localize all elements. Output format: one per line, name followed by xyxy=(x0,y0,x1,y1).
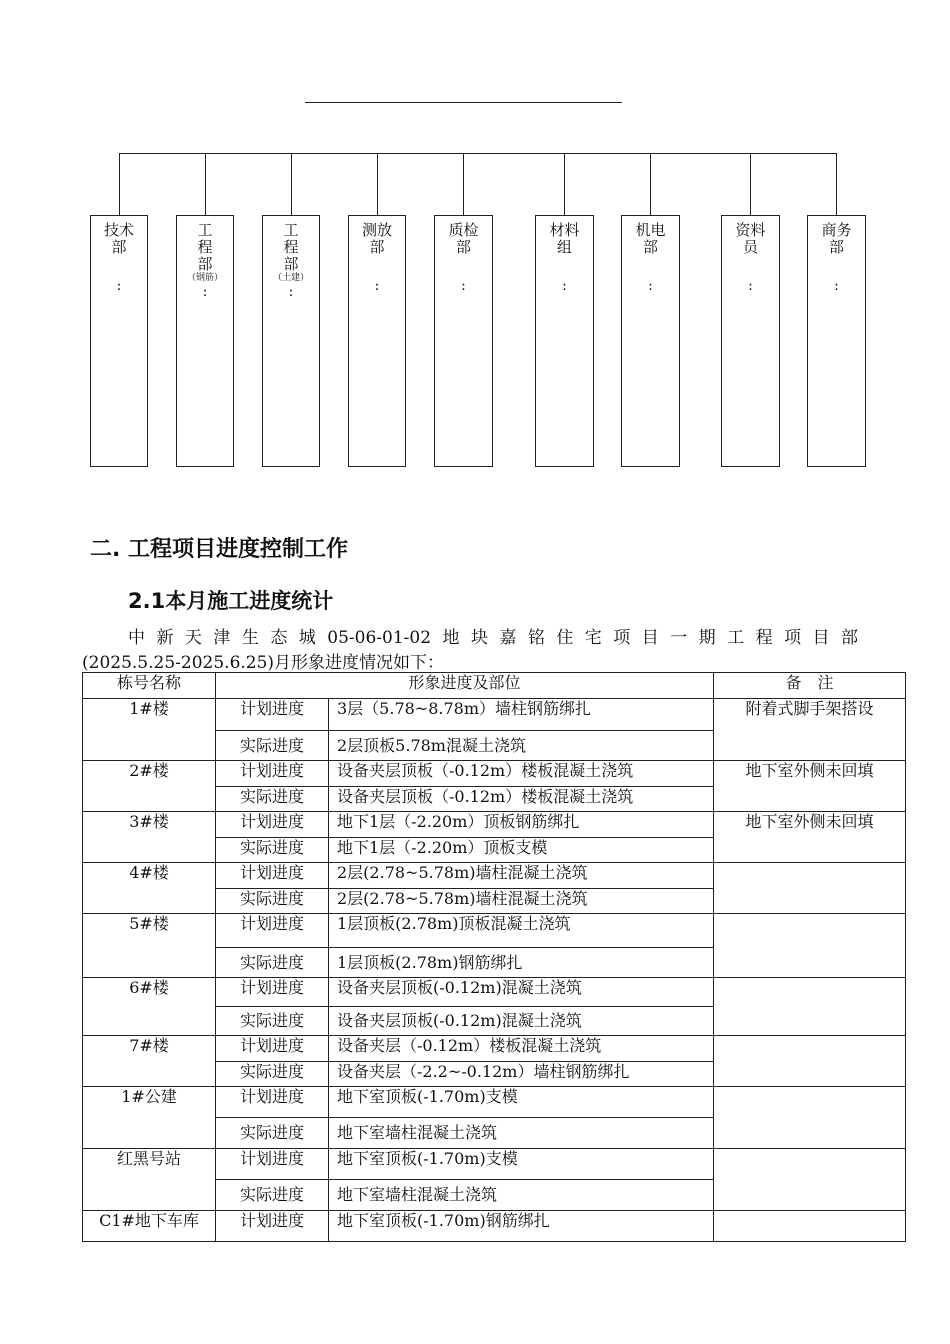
note-value: 地下室外侧未回填 xyxy=(714,812,906,863)
building-name: 5#楼 xyxy=(83,914,216,978)
building-name: 1#公建 xyxy=(83,1087,216,1149)
dept-colon: : xyxy=(288,284,294,300)
plan-value: 3层（5.78~8.78m）墙柱钢筋绑扎 xyxy=(329,699,714,731)
note-value xyxy=(714,914,906,978)
dept-box-engineering-civil xyxy=(262,215,320,467)
dept-sub: （钢筋） xyxy=(186,273,223,283)
table-row xyxy=(83,1149,906,1180)
building-name: 4#楼 xyxy=(83,863,216,914)
dept-name: 工 程 部 xyxy=(197,221,213,273)
dept-box-engineering-rebar xyxy=(176,215,234,467)
plan-value: 1层顶板(2.78m)顶板混凝土浇筑 xyxy=(329,914,714,948)
org-connector xyxy=(377,153,378,215)
intro-paragraph-line2: (2025.5.25-2025.6.25)月形象进度情况如下： xyxy=(82,653,445,673)
dept-colon: : xyxy=(648,278,653,294)
note-value xyxy=(714,1149,906,1211)
dept-name: 材料 组 xyxy=(549,221,580,256)
table-row xyxy=(83,1036,906,1062)
table-row xyxy=(83,1087,906,1118)
table-header-row xyxy=(83,673,906,699)
dept-colon: : xyxy=(374,278,380,294)
actual-value: 地下室墙柱混凝土浇筑 xyxy=(329,1180,714,1211)
building-name: 红黑号站 xyxy=(83,1149,216,1211)
dept-box-quality xyxy=(434,215,493,467)
table-row xyxy=(83,863,906,889)
dept-name: 技术 部 xyxy=(103,221,134,256)
table-row xyxy=(83,812,906,838)
dept-box-materials xyxy=(535,215,594,467)
dept-sub: （土建） xyxy=(272,273,309,283)
plan-label: 计划进度 xyxy=(216,1149,329,1180)
actual-value: 地下1层（-2.20m）顶板支模 xyxy=(329,838,714,863)
plan-label: 计划进度 xyxy=(216,1036,329,1062)
org-branch-line xyxy=(119,153,837,154)
actual-value: 2层(2.78~5.78m)墙柱混凝土浇筑 xyxy=(329,889,714,914)
building-name: C1#地下车库 xyxy=(83,1211,216,1242)
note-value xyxy=(714,1087,906,1149)
note-value: 地下室外侧未回填 xyxy=(714,761,906,812)
header-building: 栋号名称 xyxy=(83,673,216,699)
dept-name: 测放 部 xyxy=(361,221,392,256)
dept-box-documents xyxy=(721,215,780,467)
actual-label: 实际进度 xyxy=(216,787,329,812)
plan-value: 地下室顶板(-1.70m)支模 xyxy=(329,1149,714,1180)
actual-label: 实际进度 xyxy=(216,1062,329,1087)
dept-box-survey xyxy=(348,215,406,467)
table-row xyxy=(83,978,906,1007)
note-value xyxy=(714,863,906,914)
plan-label: 计划进度 xyxy=(216,863,329,889)
section-subheading: 2.1本月施工进度统计 xyxy=(128,589,334,613)
note-value xyxy=(714,1036,906,1087)
intro-paragraph-line1: 中新天津生态城05-06-01-02地块嘉铭住宅项目一期工程项目部 xyxy=(128,628,858,648)
org-connector xyxy=(119,153,120,215)
dept-name: 资料 员 xyxy=(735,221,766,256)
actual-label: 实际进度 xyxy=(216,948,329,978)
plan-label: 计划进度 xyxy=(216,1087,329,1118)
dept-colon: : xyxy=(116,278,122,294)
org-connector xyxy=(650,153,651,215)
header-progress: 形象进度及部位 xyxy=(216,673,714,699)
actual-label: 实际进度 xyxy=(216,889,329,914)
progress-table xyxy=(82,672,906,1242)
plan-label: 计划进度 xyxy=(216,812,329,838)
actual-label: 实际进度 xyxy=(216,1118,329,1149)
actual-value: 1层顶板(2.78m)钢筋绑扎 xyxy=(329,948,714,978)
actual-label: 实际进度 xyxy=(216,731,329,761)
org-connector xyxy=(291,153,292,215)
dept-name: 质检 部 xyxy=(448,221,479,256)
org-connector xyxy=(564,153,565,215)
org-top-line xyxy=(305,102,622,103)
actual-value: 设备夹层（-2.2~-0.12m）墙柱钢筋绑扎 xyxy=(329,1062,714,1087)
plan-value: 地下室顶板(-1.70m)支模 xyxy=(329,1087,714,1118)
plan-value: 设备夹层（-0.12m）楼板混凝土浇筑 xyxy=(329,1036,714,1062)
table-row xyxy=(83,1211,906,1242)
actual-value: 2层顶板5.78m混凝土浇筑 xyxy=(329,731,714,761)
actual-value: 设备夹层顶板（-0.12m）楼板混凝土浇筑 xyxy=(329,787,714,812)
org-connector xyxy=(836,153,837,215)
note-value xyxy=(714,1211,906,1242)
org-connector xyxy=(463,153,464,215)
plan-label: 计划进度 xyxy=(216,1211,329,1242)
actual-label: 实际进度 xyxy=(216,1007,329,1036)
plan-value: 地下室顶板(-1.70m)钢筋绑扎 xyxy=(329,1211,714,1242)
plan-label: 计划进度 xyxy=(216,978,329,1007)
actual-label: 实际进度 xyxy=(216,1180,329,1211)
dept-colon: : xyxy=(202,284,208,300)
dept-name: 商务 部 xyxy=(821,221,852,256)
dept-name: 机电 部 xyxy=(635,221,666,256)
actual-value: 地下室墙柱混凝土浇筑 xyxy=(329,1118,714,1149)
plan-value: 设备夹层顶板(-0.12m)混凝土浇筑 xyxy=(329,978,714,1007)
plan-value: 2层(2.78~5.78m)墙柱混凝土浇筑 xyxy=(329,863,714,889)
dept-box-commerce xyxy=(807,215,866,467)
building-name: 6#楼 xyxy=(83,978,216,1036)
building-name: 2#楼 xyxy=(83,761,216,812)
plan-label: 计划进度 xyxy=(216,914,329,948)
table-row xyxy=(83,914,906,948)
dept-colon: : xyxy=(748,278,753,294)
plan-label: 计划进度 xyxy=(216,761,329,787)
actual-value: 设备夹层顶板(-0.12m)混凝土浇筑 xyxy=(329,1007,714,1036)
dept-colon: : xyxy=(834,278,839,294)
section-heading: 二. 工程项目进度控制工作 xyxy=(90,537,349,562)
plan-value: 地下1层（-2.20m）顶板钢筋绑扎 xyxy=(329,812,714,838)
actual-label: 实际进度 xyxy=(216,838,329,863)
dept-box-electromech xyxy=(621,215,680,467)
building-name: 3#楼 xyxy=(83,812,216,863)
header-note: 备 注 xyxy=(714,673,906,699)
table-row xyxy=(83,761,906,787)
dept-box-tech xyxy=(90,215,148,467)
dept-colon: : xyxy=(461,278,466,294)
dept-name: 工 程 部 xyxy=(283,221,299,273)
plan-label: 计划进度 xyxy=(216,699,329,731)
note-value xyxy=(714,978,906,1036)
org-connector xyxy=(750,153,751,215)
building-name: 1#楼 xyxy=(83,699,216,761)
building-name: 7#楼 xyxy=(83,1036,216,1087)
dept-colon: : xyxy=(562,278,567,294)
table-row xyxy=(83,699,906,731)
plan-value: 设备夹层顶板（-0.12m）楼板混凝土浇筑 xyxy=(329,761,714,787)
note-value: 附着式脚手架搭设 xyxy=(714,699,906,761)
org-connector xyxy=(205,153,206,215)
